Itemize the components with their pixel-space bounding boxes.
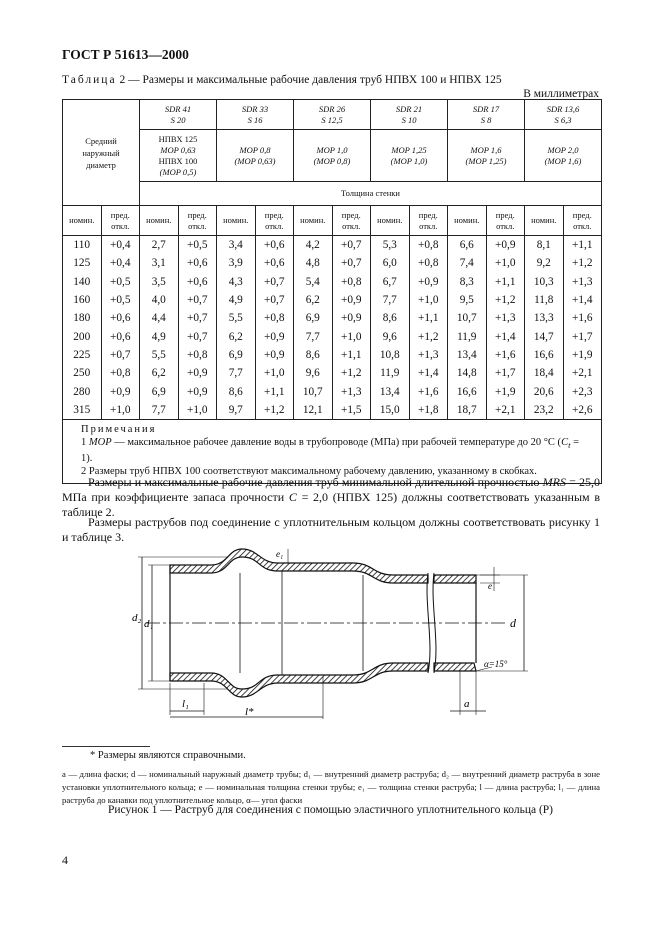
table-cell: 3,4	[217, 236, 256, 255]
table-cell: 6,2	[294, 291, 333, 309]
table-row	[63, 291, 602, 309]
table-cell: 8,3	[448, 273, 487, 291]
table-cell: +0,7	[178, 291, 217, 309]
label-d1: d₁	[144, 618, 154, 630]
table-cell: 14,7	[525, 327, 564, 345]
page-number: 4	[62, 853, 68, 867]
table-cell: 6,2	[140, 364, 179, 382]
upper-pipe-end	[434, 575, 476, 583]
figure-legend: a — длина фаски; d — номинальный наружный диаметр трубы; d₁ — внутренний диаметр раструба; d₂ — внутренний диаметр раструба в зоне установки уплотнительного кольца; e — номинальная толщина стенки трубы; e₁ — толщина стенки раструба; l — длина раструба; l₁ — длина раструба до канавки под уплотнительное кольцо, α— угол фаски	[62, 769, 600, 805]
table-row	[63, 346, 602, 364]
table-cell: 8,6	[371, 309, 410, 327]
nominal-header: номин.	[371, 206, 410, 236]
table-cell: +1,0	[332, 327, 371, 345]
table-cell: +1,4	[409, 364, 448, 382]
mop-header: MOP 1,25 (MOP 1,0)	[371, 130, 448, 182]
table-cell: 4,2	[294, 236, 333, 255]
deviation-header: пред. откл.	[563, 206, 602, 236]
table-cell: 7,7	[217, 364, 256, 382]
table-cell: 160	[63, 291, 102, 309]
table-cell: 4,9	[217, 291, 256, 309]
table-cell: 140	[63, 273, 102, 291]
table-cell: +0,9	[178, 382, 217, 400]
table-cell: 4,4	[140, 309, 179, 327]
table-cell: +1,3	[332, 382, 371, 400]
table-cell: 10,7	[294, 382, 333, 400]
notes-title: Примечания	[81, 423, 157, 435]
table-cell: +1,1	[409, 309, 448, 327]
table-cell: +0,7	[255, 291, 294, 309]
table-row	[63, 273, 602, 291]
mop-header: MOP 1,6 (MOP 1,25)	[448, 130, 525, 182]
table-cell: +1,1	[563, 236, 602, 255]
table-cell: 5,5	[140, 346, 179, 364]
table-cell: 4,3	[217, 273, 256, 291]
table-cell: 250	[63, 364, 102, 382]
table-cell: +0,6	[255, 254, 294, 272]
table-cell: 6,6	[448, 236, 487, 255]
table-cell: +0,6	[101, 309, 140, 327]
table-cell: +2,3	[563, 382, 602, 400]
table-cell: +1,2	[409, 327, 448, 345]
table-cell: +0,8	[255, 309, 294, 327]
table-cell: 200	[63, 327, 102, 345]
document-header: ГОСТ Р 51613—2000	[62, 47, 189, 62]
table-cell: 13,4	[371, 382, 410, 400]
deviation-header: пред. откл.	[255, 206, 294, 236]
table-cell: +1,2	[563, 254, 602, 272]
table-cell: 13,4	[448, 346, 487, 364]
label-l: l*	[245, 706, 254, 718]
table-cell: +1,1	[486, 273, 525, 291]
table-cell: 225	[63, 346, 102, 364]
table-cell: 9,5	[448, 291, 487, 309]
figure-caption: Рисунок 1 — Раструб для соединения с помощью эластичного уплотнительного кольца (Р)	[107, 804, 554, 816]
table-cell: +1,0	[486, 254, 525, 272]
table-cell: +1,3	[486, 309, 525, 327]
table-cell: +0,8	[409, 254, 448, 272]
table-row	[63, 254, 602, 272]
table-cell: 9,6	[294, 364, 333, 382]
table-cell: +1,3	[563, 273, 602, 291]
table-cell: +1,2	[486, 291, 525, 309]
note-1: 1 MOP — максимальное рабочее давление воды в трубопроводе (МПа) при рабочей температуре до 20 °С $(C_t = 1)$.	[81, 436, 580, 465]
nominal-header: номин.	[63, 206, 102, 236]
deviation-header: пред. откл.	[101, 206, 140, 236]
sdr-header: SDR 13,6 S 6,3	[525, 100, 602, 130]
nominal-header: номин.	[525, 206, 564, 236]
table-cell: 18,4	[525, 364, 564, 382]
table-cell: +1,1	[332, 346, 371, 364]
table-cell: 9,2	[525, 254, 564, 272]
table-cell: 4,0	[140, 291, 179, 309]
table-row	[63, 309, 602, 327]
label-a: a	[464, 698, 470, 710]
table-cell: 9,7	[217, 401, 256, 420]
table-cell: 125	[63, 254, 102, 272]
table-row	[63, 382, 602, 400]
paragraph-2: Размеры раструбов под соединение с уплотнительным кольцом должны соответствовать рисунку 1 и таблице 3.	[62, 515, 600, 544]
label-l1: l₁	[182, 698, 189, 710]
diameter-header: Средний наружный диаметр	[63, 100, 140, 206]
table-cell: +1,8	[409, 401, 448, 420]
sdr-header: SDR 21 S 10	[371, 100, 448, 130]
table-cell: +0,7	[178, 327, 217, 345]
table-cell: +0,5	[101, 291, 140, 309]
mop-header: MOP 0,8 (MOP 0,63)	[217, 130, 294, 182]
table-cell: +0,7	[332, 254, 371, 272]
table-cell: +0,6	[178, 273, 217, 291]
label-e: e	[488, 581, 492, 591]
table-cell: 8,6	[217, 382, 256, 400]
table-cell: 12,1	[294, 401, 333, 420]
lower-pipe-end	[434, 663, 476, 671]
table-cell: 4,9	[140, 327, 179, 345]
table-cell: 5,5	[217, 309, 256, 327]
table-cell: 10,7	[448, 309, 487, 327]
table-cell: +0,5	[178, 236, 217, 255]
sdr-header: SDR 41 S 20	[140, 100, 217, 130]
pipe-dimensions-table	[62, 99, 602, 484]
table-cell: +1,3	[409, 346, 448, 364]
table-cell: 6,9	[140, 382, 179, 400]
table-cell: +0,6	[255, 236, 294, 255]
nominal-header: номин.	[217, 206, 256, 236]
label-d2: d₂	[132, 612, 142, 624]
sdr-header: SDR 33 S 16	[217, 100, 294, 130]
table-cell: 10,8	[371, 346, 410, 364]
table-caption-text: 2 — Размеры и максимальные рабочие давления труб НПВХ 100 и НПВХ 125	[119, 74, 502, 86]
table-cell: +1,6	[486, 346, 525, 364]
table-cell: +0,8	[178, 346, 217, 364]
table-row	[63, 327, 602, 345]
mop-header: MOP 2,0 (MOP 1,6)	[525, 130, 602, 182]
table-cell: 3,5	[140, 273, 179, 291]
table-row	[63, 364, 602, 382]
table-cell: 14,8	[448, 364, 487, 382]
units-label: В миллиметрах	[523, 88, 599, 100]
table-notes	[63, 419, 602, 483]
table-cell: 2,7	[140, 236, 179, 255]
table-cell: 16,6	[448, 382, 487, 400]
table-cell: +2,1	[563, 364, 602, 382]
table-cell: 23,2	[525, 401, 564, 420]
table-caption-word: Таблица	[62, 74, 117, 86]
table-cell: 13,3	[525, 309, 564, 327]
table-cell: +0,9	[255, 346, 294, 364]
table-cell: +0,6	[101, 327, 140, 345]
table-cell: +0,7	[101, 346, 140, 364]
mop-header: MOP 1,0 (MOP 0,8)	[294, 130, 371, 182]
table-cell: +0,8	[101, 364, 140, 382]
table-cell: +1,6	[409, 382, 448, 400]
table-cell: 6,2	[217, 327, 256, 345]
table-cell: 7,7	[371, 291, 410, 309]
sdr-header: SDR 26 S 12,5	[294, 100, 371, 130]
table-cell: +0,7	[332, 236, 371, 255]
upper-pipe-wall	[170, 549, 428, 583]
table-cell: +1,0	[255, 364, 294, 382]
table-cell: 18,7	[448, 401, 487, 420]
table-cell: 15,0	[371, 401, 410, 420]
footnote-rule	[62, 746, 150, 747]
table-cell: +0,9	[332, 309, 371, 327]
nominal-header: номин.	[294, 206, 333, 236]
table-cell: 180	[63, 309, 102, 327]
sdr-header: SDR 17 S 8	[448, 100, 525, 130]
table-cell: 7,4	[448, 254, 487, 272]
table-cell: +2,1	[486, 401, 525, 420]
table-cell: +0,9	[255, 327, 294, 345]
table-cell: 5,4	[294, 273, 333, 291]
table-cell: +0,7	[178, 309, 217, 327]
label-e1: e₁	[276, 549, 284, 559]
table-cell: +0,7	[255, 273, 294, 291]
table-cell: 315	[63, 401, 102, 420]
paragraph-1: Размеры и максимальные рабочие давления труб минимальной длительной прочностью MRS = 25,0 МПа при коэффициенте запаса прочности C = 2,0 (НПВХ 125) должны соответствовать указанным в таблице 2.	[62, 475, 600, 519]
table-cell: 6,9	[217, 346, 256, 364]
deviation-header: пред. откл.	[178, 206, 217, 236]
socket-drawing	[128, 543, 548, 723]
wall-thickness-header: Толщина стенки	[140, 182, 602, 206]
table-cell: +0,4	[101, 236, 140, 255]
footnote: * Размеры являются справочными.	[90, 750, 246, 761]
table-cell: +1,5	[332, 401, 371, 420]
deviation-header: пред. откл.	[332, 206, 371, 236]
table-cell: +0,8	[332, 273, 371, 291]
table-cell: +0,6	[178, 254, 217, 272]
table-cell: 7,7	[140, 401, 179, 420]
table-cell: +0,9	[409, 273, 448, 291]
nom-dev-header-row	[63, 206, 602, 236]
table-cell: +1,2	[332, 364, 371, 382]
table-cell: 3,9	[217, 254, 256, 272]
table-cell: +0,9	[178, 364, 217, 382]
table-row	[63, 236, 602, 255]
table-row	[63, 401, 602, 420]
label-d: d	[510, 616, 516, 630]
table-cell: +1,4	[486, 327, 525, 345]
table-cell: +1,1	[255, 382, 294, 400]
table-cell: +0,5	[101, 273, 140, 291]
table-cell: +1,9	[486, 382, 525, 400]
table-cell: +1,7	[486, 364, 525, 382]
lower-pipe-wall	[170, 663, 428, 697]
table-cell: +1,9	[563, 346, 602, 364]
table-cell: +1,0	[409, 291, 448, 309]
table-cell: 4,8	[294, 254, 333, 272]
table-cell: 11,8	[525, 291, 564, 309]
table-cell: +0,9	[332, 291, 371, 309]
table-cell: 8,6	[294, 346, 333, 364]
table-cell: 16,6	[525, 346, 564, 364]
table-cell: +0,9	[486, 236, 525, 255]
table-cell: 20,6	[525, 382, 564, 400]
table-cell: 11,9	[371, 364, 410, 382]
nominal-header: номин.	[448, 206, 487, 236]
table-cell: +1,0	[178, 401, 217, 420]
table-cell: +1,0	[101, 401, 140, 420]
table-cell: 6,9	[294, 309, 333, 327]
deviation-header: пред. откл.	[409, 206, 448, 236]
table-cell: 6,7	[371, 273, 410, 291]
table-cell: +0,9	[101, 382, 140, 400]
table-cell: 3,1	[140, 254, 179, 272]
table-cell: 5,3	[371, 236, 410, 255]
table-cell: 8,1	[525, 236, 564, 255]
table-cell: 7,7	[294, 327, 333, 345]
table-cell: +0,4	[101, 254, 140, 272]
nominal-header: номин.	[140, 206, 179, 236]
table-cell: +1,2	[255, 401, 294, 420]
table-cell: 11,9	[448, 327, 487, 345]
table-cell: 280	[63, 382, 102, 400]
table-cell: 110	[63, 236, 102, 255]
table-caption	[62, 74, 502, 86]
table-cell: 9,6	[371, 327, 410, 345]
table-cell: +1,6	[563, 309, 602, 327]
table-cell: 10,3	[525, 273, 564, 291]
table-cell: +1,7	[563, 327, 602, 345]
table-cell: +2,6	[563, 401, 602, 420]
table-cell: +0,8	[409, 236, 448, 255]
table-cell: +1,4	[563, 291, 602, 309]
mop-header: НПВХ 125 MOP 0,63 НПВХ 100 (MOP 0,5)	[140, 130, 217, 182]
label-alpha: α=15°	[484, 659, 508, 669]
table-cell: 6,0	[371, 254, 410, 272]
deviation-header: пред. откл.	[486, 206, 525, 236]
note-2: 2 Размеры труб НПВХ 100 соответствуют максимальному рабочему давлению, указанному в скобках.	[81, 466, 537, 478]
